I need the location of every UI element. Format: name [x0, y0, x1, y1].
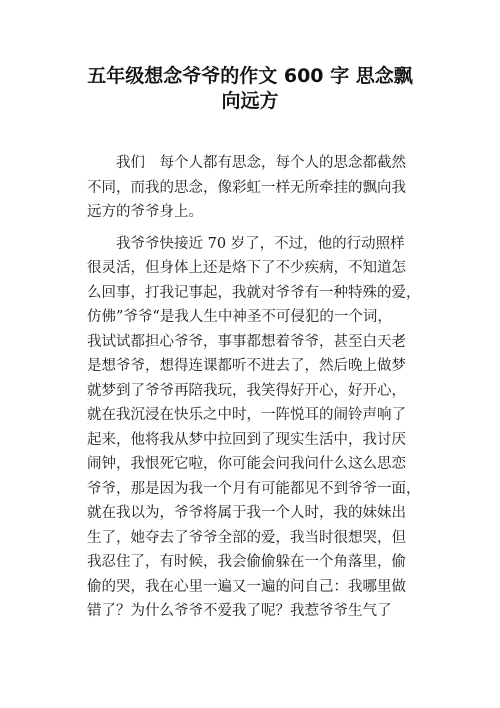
paragraph-line: 远方的爷爷身上。: [87, 204, 203, 220]
paragraph-line: 么回事，打我记事起，我就对爷爷有一种特殊的爱，: [87, 284, 421, 301]
paragraph-line: 是想爷爷，想得连课都听不进去了，然后晚上做梦: [87, 358, 406, 374]
paragraph-gap: [87, 225, 427, 232]
paragraph-line: 起来，他将我从梦中拉回到了现实生活中，我讨厌: [87, 431, 406, 448]
paragraph-line: 我们 每个人都有思念，每个人的思念都截然: [87, 155, 406, 171]
paragraph-line: 错了？为什么爷爷不爱我了呢？我惹爷爷生气了: [87, 603, 392, 619]
paragraph: [87, 232, 427, 624]
document-body: [87, 151, 427, 624]
paragraph-line: 偷的哭，我在心里一遍又一遍的问自己：我哪里做: [87, 578, 406, 595]
paragraph-line: 就在我沉浸在快乐之中时，一阵悦耳的闹铃声响了: [87, 407, 406, 423]
paragraph-line: 就在我以为，爷爷将属于我一个人时，我的妹妹出: [87, 505, 406, 521]
title-line: 向远方: [221, 89, 279, 112]
paragraph-line: 我爷爷快接近 70 岁了，不过，他的行动照样: [87, 235, 405, 252]
paragraph-line: 爷爷，那是因为我一个月有可能都见不到爷爷一面，: [87, 480, 421, 497]
paragraph-line: 我试试都担心爷爷，事事都想着爷爷，甚至白天老: [87, 333, 406, 350]
paragraph-line: 仿佛”爷爷“是我人生中神圣不可侵犯的一个词，: [87, 309, 392, 325]
paragraph-line: 闹钟，我恨死它啦，你可能会问我问什么这么思恋: [87, 456, 406, 472]
paragraph-line: 很灵活，但身体上还是烙下了不少疾病，不知道怎: [87, 260, 406, 276]
paragraph: [87, 151, 427, 225]
paragraph-line: 不同，而我的思念，像彩虹一样无所牵挂的飘向我: [87, 179, 406, 196]
document-title: [40, 64, 460, 113]
paragraph-line: 生了，她夺去了爷爷全部的爱，我当时很想哭，但: [87, 529, 406, 546]
paragraph-line: 我忍住了，有时候，我会偷偷躲在一个角落里，偷: [87, 554, 406, 570]
title-line: 五年级想念爷爷的作文 600 字 思念飘: [87, 65, 413, 87]
paragraph-line: 就梦到了爷爷再陪我玩，我笑得好开心，好开心，: [87, 382, 406, 399]
